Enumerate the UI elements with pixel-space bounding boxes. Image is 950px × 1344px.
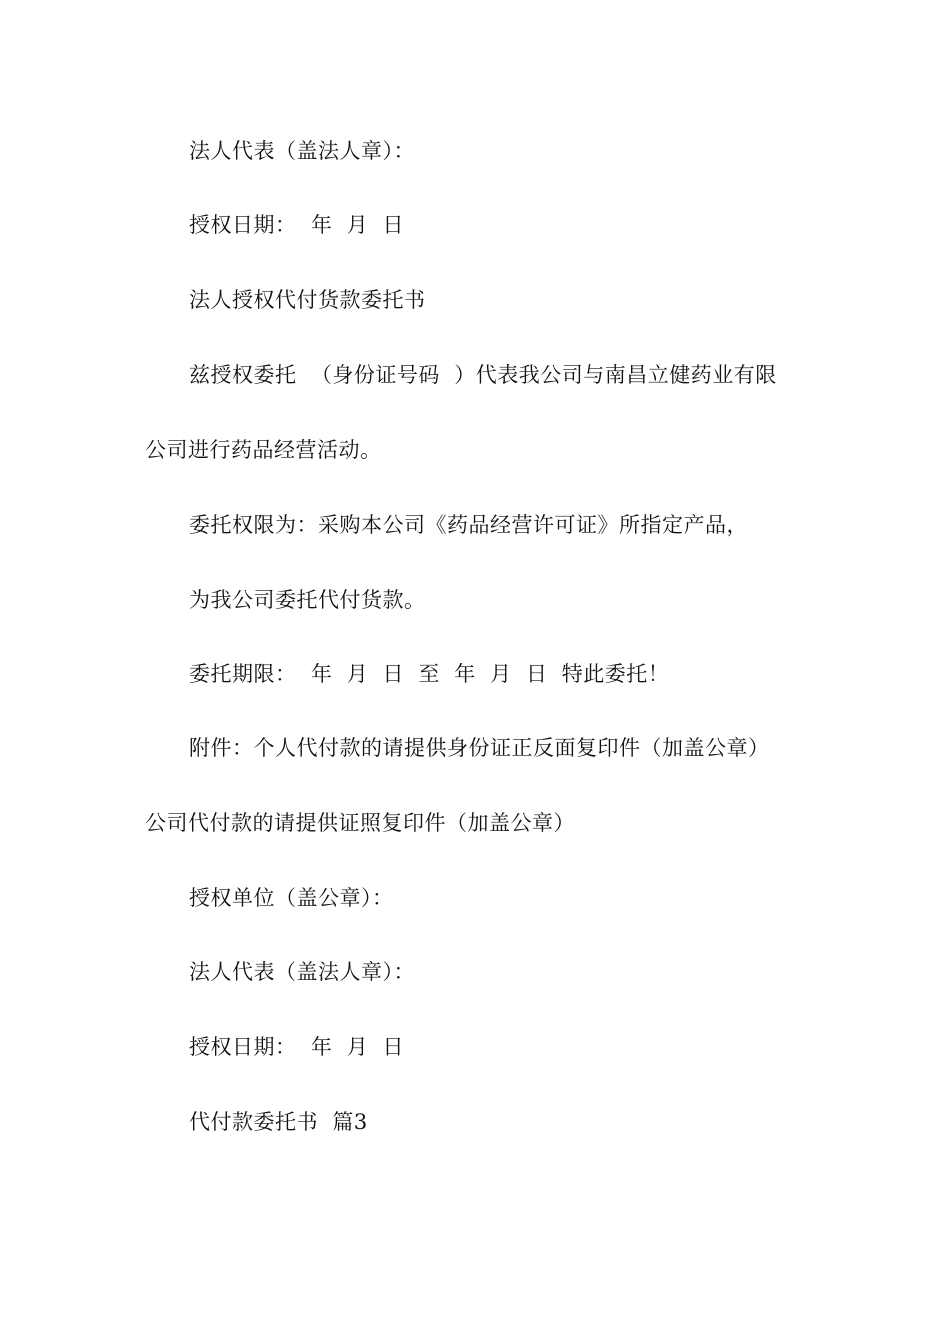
legal-rep-seal-line: 法人代表（盖法人章）：	[189, 139, 415, 163]
authorization-paragraph-line-1: 兹授权委托 （身份证号码 ）代表我公司与南昌立健药业有限	[189, 363, 777, 387]
authorization-date-line-2: 授权日期： 年 月 日	[189, 1035, 405, 1059]
section-title: 法人授权代付货款委托书	[189, 288, 426, 312]
attachment-line-2: 公司代付款的请提供证照复印件（加盖公章）	[145, 811, 575, 835]
legal-rep-seal-line-2: 法人代表（盖法人章）：	[189, 960, 415, 984]
attachment-line-1: 附件：个人代付款的请提供身份证正反面复印件（加盖公章）	[189, 736, 770, 760]
next-section-heading: 代付款委托书 篇3	[189, 1110, 368, 1134]
authority-scope-line-2: 为我公司委托代付货款。	[189, 588, 426, 612]
authorizing-unit-line: 授权单位（盖公章）：	[189, 886, 394, 910]
authorization-period-line: 委托期限： 年 月 日 至 年 月 日 特此委托！	[189, 662, 670, 686]
authorization-date-line: 授权日期： 年 月 日	[189, 213, 405, 237]
authorization-paragraph-line-2: 公司进行药品经营活动。	[145, 438, 382, 462]
authority-scope-line-1: 委托权限为：采购本公司《药品经营许可证》所指定产品，	[189, 513, 748, 537]
